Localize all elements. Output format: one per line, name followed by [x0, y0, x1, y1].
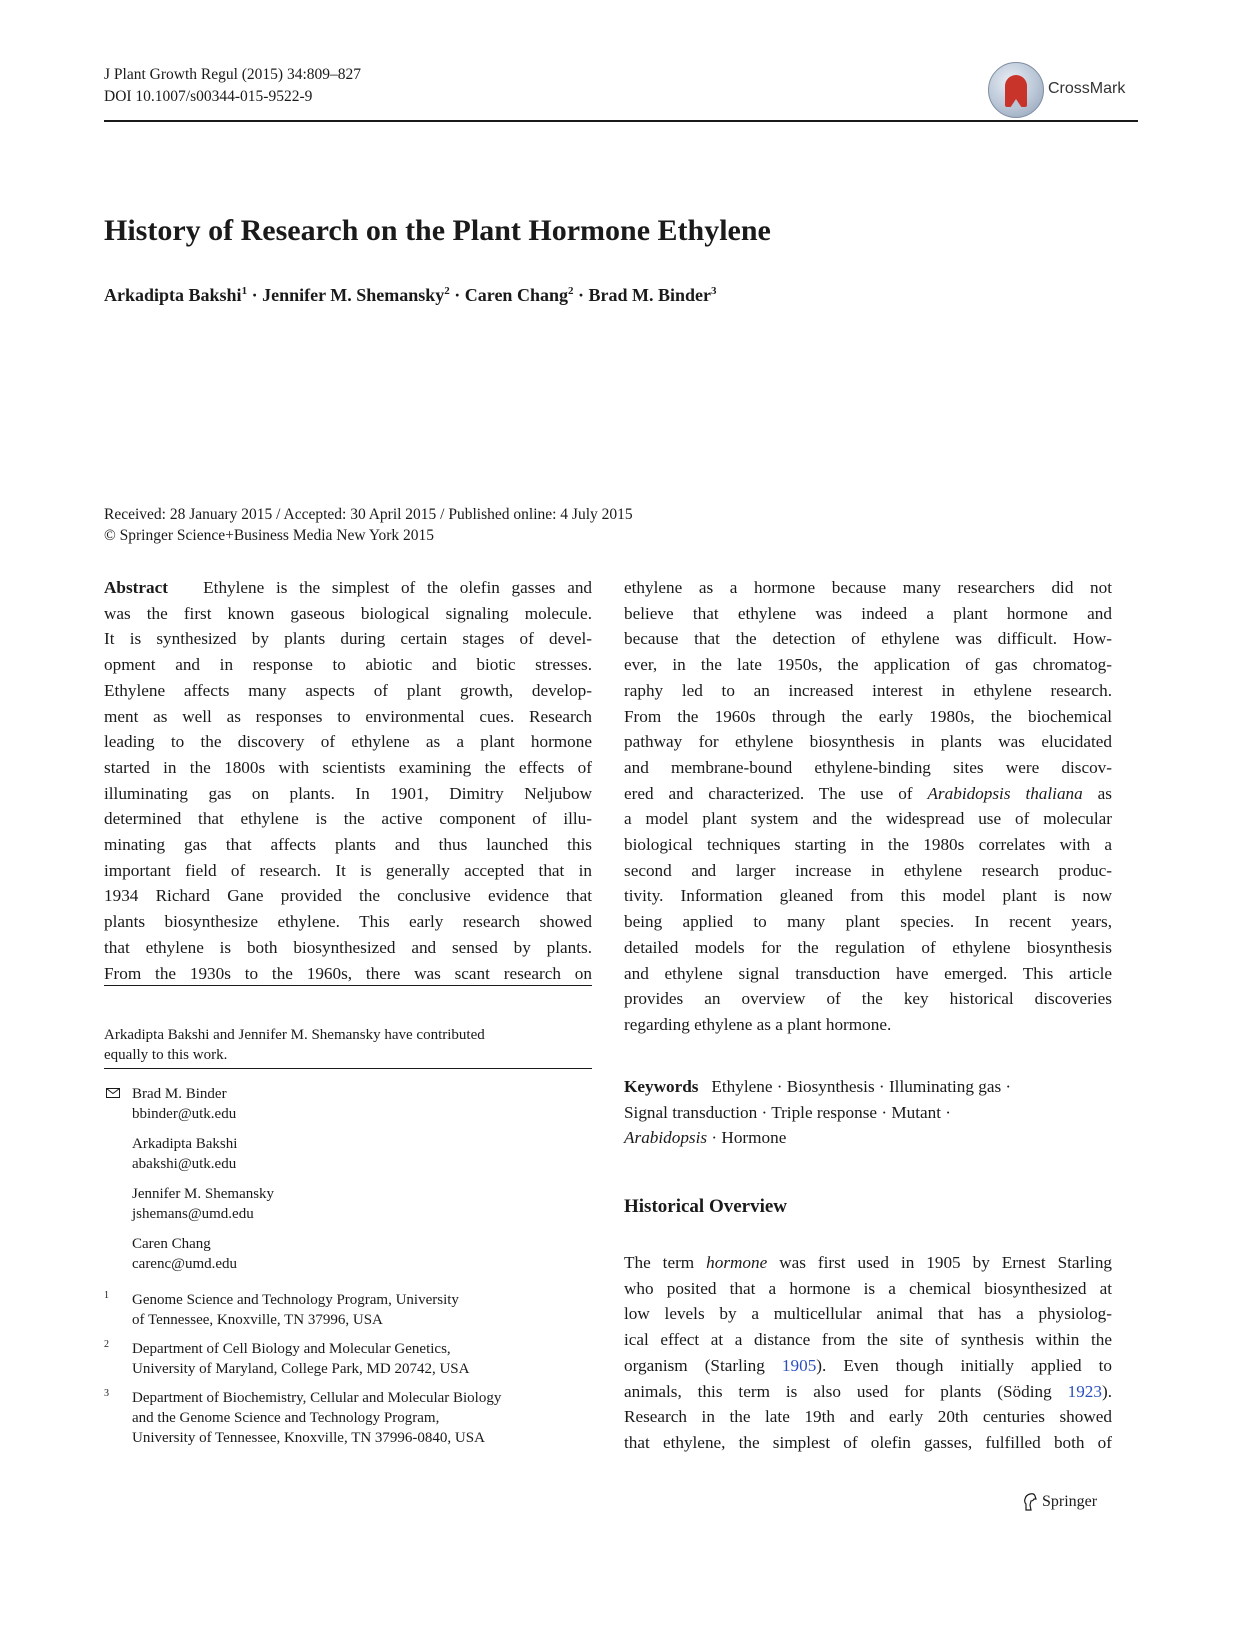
abstract-line: Abstract Ethylene is the simplest of the olefin gasses and — [104, 578, 593, 597]
contact-entry — [104, 1084, 592, 1124]
crossmark-badge[interactable] — [988, 62, 1138, 120]
abstract-line: and membrane-bound ethylene-binding sites were discov- — [624, 757, 1112, 777]
contact-list — [104, 1084, 592, 1284]
author-separator: · — [573, 285, 589, 305]
contact-entry — [104, 1184, 592, 1224]
abstract-line: biological techniques starting in the 1980s correlates with a — [624, 835, 1112, 855]
author-affil-mark: 1 — [241, 285, 248, 297]
contact-email[interactable]: abakshi@utk.edu — [132, 1156, 237, 1172]
author-separator: · — [449, 285, 465, 305]
body-text — [624, 1250, 1112, 1456]
footnote-rule — [104, 985, 592, 986]
abstract-line: plants biosynthesize ethylene. This early research showed — [104, 912, 592, 932]
author-name: Brad M. Binder — [588, 285, 711, 305]
abstract-line: because that the detection of ethylene was difficult. How- — [624, 629, 1112, 649]
abstract-line: ethylene as a hormone because many researchers did not — [624, 578, 1112, 597]
abstract-line: being applied to many plant species. In recent years, — [624, 912, 1112, 932]
affiliation-line: of Tennessee, Knoxville, TN 37996, USA — [132, 1312, 383, 1328]
body-line: who posited that a hormone is a chemical biosynthesized at — [624, 1278, 1112, 1298]
abstract-line: ment as well as responses to environmental cues. Research — [104, 706, 592, 726]
affiliation-line: University of Tennessee, Knoxville, TN 37996-0840, USA — [132, 1430, 485, 1446]
abstract-line: second and larger increase in ethylene research produc- — [624, 860, 1112, 880]
journal-header — [104, 64, 361, 108]
springer-horse-icon — [1022, 1493, 1038, 1511]
abstract-line: tivity. Information gleaned from this model plant is now — [624, 886, 1112, 906]
affiliation-line: Department of Cell Biology and Molecular Genetics, — [132, 1341, 451, 1357]
abstract-line: regarding ethylene as a plant hormone. — [624, 1014, 892, 1034]
contact-entry — [104, 1134, 592, 1174]
author-name: Caren Chang — [464, 285, 568, 305]
note-line: Arkadipta Bakshi and Jennifer M. Shemansky have contributed — [104, 1027, 485, 1043]
note-line: equally to this work. — [104, 1047, 228, 1063]
header-rule — [104, 120, 1138, 122]
affiliation-number: 2 — [104, 1339, 109, 1350]
keywords-line: Arabidopsis · Hormone — [624, 1128, 787, 1148]
affiliation-line: and the Genome Science and Technology Program, — [132, 1410, 440, 1426]
doi[interactable]: DOI 10.1007/s00344-015-9522-9 — [104, 88, 313, 105]
contacts-rule — [104, 1068, 592, 1069]
contact-email[interactable]: carenc@umd.edu — [132, 1256, 238, 1272]
keywords-line: Signal transduction · Triple response · Mutant · — [624, 1102, 952, 1122]
contact-name: Caren Chang — [132, 1236, 211, 1252]
abstract-line: important field of research. It is generally accepted that in — [104, 860, 592, 880]
abstract-line: detailed models for the regulation of ethylene biosynthesis — [624, 937, 1112, 957]
journal-citation: J Plant Growth Regul (2015) 34:809–827 — [104, 66, 362, 83]
abstract-right-column — [624, 575, 1112, 1038]
publisher-logo — [1022, 1493, 1097, 1511]
affiliation-number: 3 — [104, 1388, 109, 1399]
author-list — [104, 285, 717, 306]
publication-dates — [104, 504, 633, 546]
abstract-line: ever, in the late 1950s, the application of gas chromatog- — [624, 655, 1112, 675]
body-line: low levels by a multicellular animal that has a physiolog- — [624, 1304, 1112, 1324]
paper-title: History of Research on the Plant Hormone Ethylene — [104, 214, 771, 247]
abstract-label: Abstract — [104, 578, 168, 597]
abstract-line: started in the 1800s with scientists examining the effects of — [104, 757, 592, 777]
body-line: that ethylene, the simplest of olefin gasses, fulfilled both of — [624, 1432, 1112, 1452]
citation-link[interactable]: 1923 — [1067, 1381, 1102, 1401]
abstract-left-column — [104, 575, 592, 986]
abstract-line: provides an overview of the key historical discoveries — [624, 989, 1112, 1009]
abstract-line: From the 1960s through the early 1980s, the biochemical — [624, 706, 1112, 726]
contact-email[interactable]: bbinder@utk.edu — [132, 1106, 237, 1122]
crossmark-label: CrossMark — [1048, 80, 1126, 97]
affiliation-list — [104, 1290, 592, 1457]
copyright: © Springer Science+Business Media New York 2015 — [104, 527, 435, 544]
author-name: Jennifer M. Shemansky — [262, 285, 445, 305]
affiliation-line: Genome Science and Technology Program, University — [132, 1292, 459, 1308]
abstract-line: opment and in response to abiotic and biotic stresses. — [104, 655, 592, 675]
body-line: Research in the late 19th and early 20th centuries showed — [624, 1407, 1112, 1427]
affiliation-line: University of Maryland, College Park, MD 20742, USA — [132, 1361, 470, 1377]
affiliation-entry — [104, 1339, 592, 1379]
species-name: Arabidopsis thaliana — [927, 783, 1083, 803]
abstract-line: a model plant system and the widespread use of molecular — [624, 809, 1112, 829]
affiliation-entry — [104, 1290, 592, 1330]
abstract-line: Ethylene affects many aspects of plant growth, develop- — [104, 680, 592, 700]
abstract-line: 1934 Richard Gane provided the conclusive evidence that — [104, 886, 592, 906]
contact-name: Brad M. Binder — [132, 1086, 227, 1102]
affiliation-entry — [104, 1388, 592, 1448]
abstract-line: determined that ethylene is the active component of illu- — [104, 809, 592, 829]
keywords-line: Keywords Ethylene · Biosynthesis · Illuminating gas · — [624, 1077, 1012, 1096]
author-name: Arkadipta Bakshi — [104, 285, 242, 305]
crossmark-icon — [988, 62, 1044, 118]
publisher-name: Springer — [1042, 1493, 1098, 1510]
abstract-line: illuminating gas on plants. In 1901, Dimitry Neljubow — [104, 783, 592, 803]
abstract-line: believe that ethylene was indeed a plant hormone and — [624, 603, 1112, 623]
envelope-icon — [106, 1088, 120, 1098]
abstract-line: raphy led to an increased interest in ethylene research. — [624, 680, 1112, 700]
abstract-line: and ethylene signal transduction have emerged. This article — [624, 963, 1112, 983]
affiliation-number: 1 — [104, 1290, 109, 1301]
body-line: ical effect at a distance from the site of synthesis within the — [624, 1330, 1112, 1350]
abstract-line: was the first known gaseous biological signaling molecule. — [104, 603, 592, 623]
contact-name: Arkadipta Bakshi — [132, 1136, 238, 1152]
section-heading: Historical Overview — [624, 1196, 788, 1217]
author-affil-mark: 2 — [444, 285, 450, 297]
abstract-line: pathway for ethylene biosynthesis in plants was elucidated — [624, 732, 1112, 752]
contact-name: Jennifer M. Shemansky — [132, 1186, 275, 1202]
abstract-line: leading to the discovery of ethylene as a plant hormone — [104, 732, 592, 752]
keywords — [624, 1074, 1112, 1151]
author-separator: · — [247, 285, 263, 305]
abstract-line: ered and characterized. The use of Arabidopsis thaliana as — [624, 783, 1112, 803]
abstract-line: From the 1930s to the 1960s, there was scant research on — [104, 963, 592, 983]
keywords-label: Keywords — [624, 1077, 699, 1096]
contact-entry — [104, 1234, 592, 1274]
body-line: animals, this term is also used for plants (Söding 1923). — [624, 1381, 1113, 1401]
author-affil-mark: 3 — [711, 285, 717, 297]
abstract-line: It is synthesized by plants during certain stages of devel- — [104, 629, 592, 649]
abstract-line: minating gas that affects plants and thus launched this — [104, 835, 592, 855]
citation-link[interactable]: 1905 — [781, 1355, 817, 1375]
body-line: organism (Starling 1905). Even though initially applied to — [624, 1355, 1112, 1375]
body-line: The term hormone was first used in 1905 by Ernest Starling — [624, 1253, 1113, 1272]
contact-email[interactable]: jshemans@umd.edu — [132, 1206, 254, 1222]
author-affil-mark: 2 — [567, 285, 574, 297]
history-dates: Received: 28 January 2015 / Accepted: 30 April 2015 / Published online: 4 July 2015 — [104, 506, 633, 523]
affiliation-line: Department of Biochemistry, Cellular and Molecular Biology — [132, 1390, 502, 1406]
equal-contribution-note — [104, 1025, 592, 1065]
abstract-line: that ethylene is both biosynthesized and sensed by plants. — [104, 937, 592, 957]
